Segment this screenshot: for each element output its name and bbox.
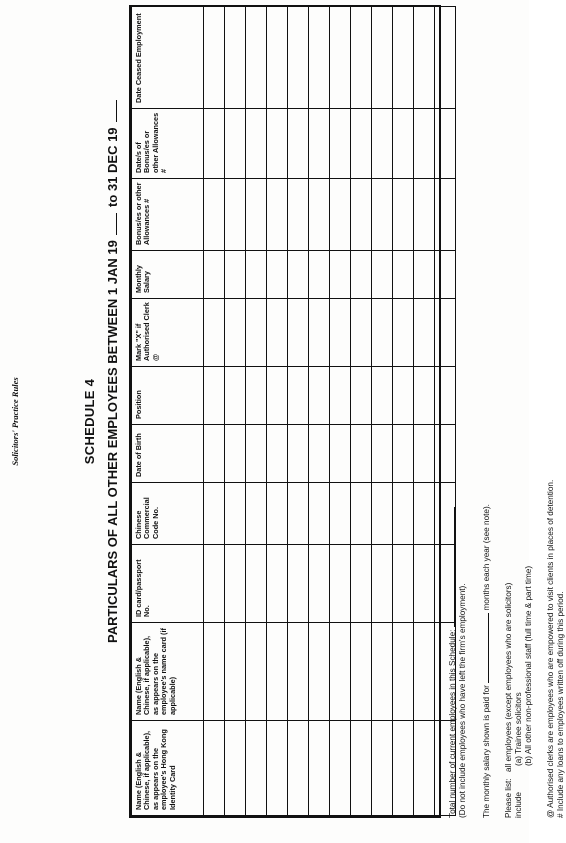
table-cell[interactable] bbox=[330, 483, 351, 545]
table-cell[interactable] bbox=[414, 623, 435, 721]
list-item: (a) Trainee solicitors bbox=[514, 692, 523, 766]
table-cell[interactable] bbox=[414, 7, 435, 109]
table-cell[interactable] bbox=[393, 7, 414, 109]
table-cell[interactable] bbox=[309, 623, 330, 721]
table-cell[interactable] bbox=[246, 109, 267, 179]
table-cell[interactable] bbox=[267, 179, 288, 251]
table-cell[interactable] bbox=[414, 721, 435, 816]
table-cell[interactable] bbox=[204, 367, 225, 425]
notes-section bbox=[446, 18, 566, 818]
table-cell[interactable] bbox=[351, 425, 372, 483]
table-cell[interactable] bbox=[288, 299, 309, 367]
table-row bbox=[267, 7, 288, 816]
table-cell[interactable] bbox=[288, 109, 309, 179]
table-cell[interactable] bbox=[351, 367, 372, 425]
table-cell[interactable] bbox=[351, 179, 372, 251]
table-cell[interactable] bbox=[267, 7, 288, 109]
please-list-label bbox=[504, 778, 534, 818]
table-row bbox=[330, 7, 351, 816]
table-cell[interactable] bbox=[414, 545, 435, 623]
table-cell[interactable] bbox=[414, 483, 435, 545]
table-row bbox=[225, 7, 246, 816]
table-cell[interactable] bbox=[204, 623, 225, 721]
employee-table bbox=[131, 6, 456, 816]
table-body bbox=[204, 7, 456, 816]
table-cell[interactable] bbox=[330, 299, 351, 367]
table-cell[interactable] bbox=[393, 623, 414, 721]
table-cell[interactable] bbox=[393, 299, 414, 367]
table-row bbox=[288, 7, 309, 816]
table-cell[interactable] bbox=[330, 7, 351, 109]
table-cell[interactable] bbox=[288, 179, 309, 251]
table-row bbox=[393, 7, 414, 816]
table-cell[interactable] bbox=[267, 109, 288, 179]
total-note: (Do not include employees who have left the firm's employment). bbox=[458, 583, 467, 818]
list-item: all employees (except employees who are solicitors) bbox=[504, 582, 513, 772]
table-cell[interactable] bbox=[267, 483, 288, 545]
table-cell[interactable] bbox=[267, 721, 288, 816]
table-cell[interactable] bbox=[225, 179, 246, 251]
column-header: Name (English & Chinese, if applicable), as appears on the employee's name card (if applicable) bbox=[132, 623, 204, 721]
table-cell[interactable] bbox=[225, 721, 246, 816]
column-header: Mark "X" if Authorised Clerk @ bbox=[132, 299, 204, 367]
table-cell[interactable] bbox=[204, 251, 225, 299]
table-cell[interactable] bbox=[204, 7, 225, 109]
period-mid: to 31 DEC 19 bbox=[105, 127, 120, 207]
table-cell[interactable] bbox=[288, 251, 309, 299]
table-cell[interactable] bbox=[309, 545, 330, 623]
table-cell[interactable] bbox=[372, 179, 393, 251]
table-cell[interactable] bbox=[372, 299, 393, 367]
please-list-block bbox=[504, 18, 534, 818]
include-text: include bbox=[514, 792, 523, 818]
table-cell[interactable] bbox=[393, 425, 414, 483]
column-header: Date/s of Bonus/es or other Allowances # bbox=[132, 109, 204, 179]
table-cell[interactable] bbox=[288, 483, 309, 545]
table-cell[interactable] bbox=[246, 7, 267, 109]
table-cell[interactable] bbox=[246, 425, 267, 483]
column-header: Date Ceased Employment bbox=[132, 7, 204, 109]
table-cell[interactable] bbox=[246, 545, 267, 623]
table-cell[interactable] bbox=[225, 7, 246, 109]
table-cell[interactable] bbox=[351, 545, 372, 623]
table-cell[interactable] bbox=[372, 367, 393, 425]
table-cell[interactable] bbox=[309, 251, 330, 299]
running-header: Solicitors' Practice Rules bbox=[10, 377, 20, 466]
table-cell[interactable] bbox=[309, 7, 330, 109]
start-year-blank[interactable] bbox=[106, 213, 117, 235]
table-cell[interactable] bbox=[246, 721, 267, 816]
table-cell[interactable] bbox=[267, 251, 288, 299]
table-cell[interactable] bbox=[393, 179, 414, 251]
table-cell[interactable] bbox=[204, 109, 225, 179]
table-cell[interactable] bbox=[351, 483, 372, 545]
table-cell[interactable] bbox=[351, 721, 372, 816]
table-cell[interactable] bbox=[351, 251, 372, 299]
table-cell[interactable] bbox=[372, 425, 393, 483]
table-cell[interactable] bbox=[288, 7, 309, 109]
table-cell[interactable] bbox=[330, 623, 351, 721]
table-cell[interactable] bbox=[351, 7, 372, 109]
total-label: Total number of current employees in this Schedule: bbox=[448, 629, 457, 818]
table-cell[interactable] bbox=[267, 367, 288, 425]
table-cell[interactable] bbox=[393, 721, 414, 816]
table-cell[interactable] bbox=[351, 623, 372, 721]
salary-prefix: The monthly salary shown is paid for bbox=[482, 685, 491, 818]
table-cell[interactable] bbox=[204, 425, 225, 483]
table-cell[interactable] bbox=[414, 109, 435, 179]
table-cell[interactable] bbox=[267, 299, 288, 367]
table-cell[interactable] bbox=[246, 299, 267, 367]
column-header: Bonus/es or other Allowances # bbox=[132, 179, 204, 251]
table-cell[interactable] bbox=[225, 251, 246, 299]
table-cell[interactable] bbox=[372, 623, 393, 721]
column-header: Position bbox=[132, 367, 204, 425]
end-year-blank[interactable] bbox=[106, 100, 117, 122]
table-cell[interactable] bbox=[225, 425, 246, 483]
table-row bbox=[204, 7, 225, 816]
table-cell[interactable] bbox=[246, 367, 267, 425]
table-cell[interactable] bbox=[204, 721, 225, 816]
table-row bbox=[246, 7, 267, 816]
table-cell[interactable] bbox=[225, 623, 246, 721]
table-row bbox=[414, 7, 435, 816]
please-list-items bbox=[504, 566, 534, 778]
table-cell[interactable] bbox=[309, 721, 330, 816]
table-cell[interactable] bbox=[246, 483, 267, 545]
table-cell[interactable] bbox=[393, 367, 414, 425]
salary-months-blank[interactable] bbox=[480, 613, 489, 683]
table-cell[interactable] bbox=[372, 7, 393, 109]
table-cell[interactable] bbox=[393, 545, 414, 623]
column-header: Monthly Salary bbox=[132, 251, 204, 299]
period-prefix: PARTICULARS OF ALL OTHER EMPLOYEES BETWEEN 1 JAN 19 bbox=[105, 240, 120, 643]
table-row bbox=[309, 7, 330, 816]
table-cell[interactable] bbox=[393, 109, 414, 179]
list-item: (b) All other non-professional staff (full time & part time) bbox=[524, 565, 533, 766]
column-header: ID card/passport No. bbox=[132, 545, 204, 623]
table-cell[interactable] bbox=[414, 251, 435, 299]
table-cell[interactable] bbox=[414, 425, 435, 483]
table-cell[interactable] bbox=[288, 623, 309, 721]
table-cell[interactable] bbox=[309, 425, 330, 483]
table-cell[interactable] bbox=[393, 251, 414, 299]
table-cell[interactable] bbox=[330, 545, 351, 623]
table-cell[interactable] bbox=[351, 109, 372, 179]
table-cell[interactable] bbox=[225, 299, 246, 367]
table-cell[interactable] bbox=[204, 483, 225, 545]
table-cell[interactable] bbox=[267, 425, 288, 483]
please-list-text: Please list: bbox=[504, 778, 513, 818]
table-cell[interactable] bbox=[372, 109, 393, 179]
column-header: Chinese Commercial Code No. bbox=[132, 483, 204, 545]
table-cell[interactable] bbox=[225, 545, 246, 623]
employee-table-container bbox=[129, 5, 441, 818]
table-cell[interactable] bbox=[330, 425, 351, 483]
table-cell[interactable] bbox=[330, 179, 351, 251]
table-cell[interactable] bbox=[330, 721, 351, 816]
table-cell[interactable] bbox=[372, 721, 393, 816]
table-cell[interactable] bbox=[414, 367, 435, 425]
table-cell[interactable] bbox=[225, 483, 246, 545]
table-cell[interactable] bbox=[288, 367, 309, 425]
table-cell[interactable] bbox=[414, 179, 435, 251]
table-header-row bbox=[132, 7, 204, 816]
total-blank[interactable] bbox=[446, 507, 455, 627]
footnote-loans: # Include any loans to employees written off during this period. bbox=[556, 591, 565, 818]
table-cell[interactable] bbox=[288, 721, 309, 816]
table-cell[interactable] bbox=[330, 367, 351, 425]
table-cell[interactable] bbox=[225, 367, 246, 425]
table-cell[interactable] bbox=[372, 545, 393, 623]
column-header: Name (English & Chinese, if applicable), as appears on the employee's Hong Kong Identity Card bbox=[132, 721, 204, 816]
table-cell[interactable] bbox=[372, 251, 393, 299]
table-cell[interactable] bbox=[309, 367, 330, 425]
table-cell[interactable] bbox=[225, 109, 246, 179]
table-cell[interactable] bbox=[309, 109, 330, 179]
table-cell[interactable] bbox=[309, 179, 330, 251]
table-cell[interactable] bbox=[330, 251, 351, 299]
table-cell[interactable] bbox=[204, 179, 225, 251]
table-cell[interactable] bbox=[393, 483, 414, 545]
table-cell[interactable] bbox=[267, 623, 288, 721]
total-line bbox=[446, 18, 458, 818]
table-cell[interactable] bbox=[204, 299, 225, 367]
table-cell[interactable] bbox=[246, 623, 267, 721]
table-cell[interactable] bbox=[288, 545, 309, 623]
footnote-authorised-clerk: @ Authorised clerks are employees who are empowered to visit clients in places of detention. bbox=[546, 479, 555, 818]
table-cell[interactable] bbox=[309, 299, 330, 367]
table-cell[interactable] bbox=[204, 545, 225, 623]
salary-suffix: months each year (see note). bbox=[482, 504, 491, 611]
table-row bbox=[372, 7, 393, 816]
table-cell[interactable] bbox=[246, 251, 267, 299]
table-cell[interactable] bbox=[288, 425, 309, 483]
table-cell[interactable] bbox=[267, 545, 288, 623]
schedule-title: SCHEDULE 4 bbox=[82, 378, 97, 465]
table-row bbox=[351, 7, 372, 816]
column-header: Date of Birth bbox=[132, 425, 204, 483]
table-cell[interactable] bbox=[414, 299, 435, 367]
table-cell[interactable] bbox=[246, 179, 267, 251]
table-cell[interactable] bbox=[309, 483, 330, 545]
period-line bbox=[105, 123, 120, 643]
table-cell[interactable] bbox=[330, 109, 351, 179]
table-cell[interactable] bbox=[372, 483, 393, 545]
table-cell[interactable] bbox=[351, 299, 372, 367]
salary-line bbox=[480, 18, 492, 818]
